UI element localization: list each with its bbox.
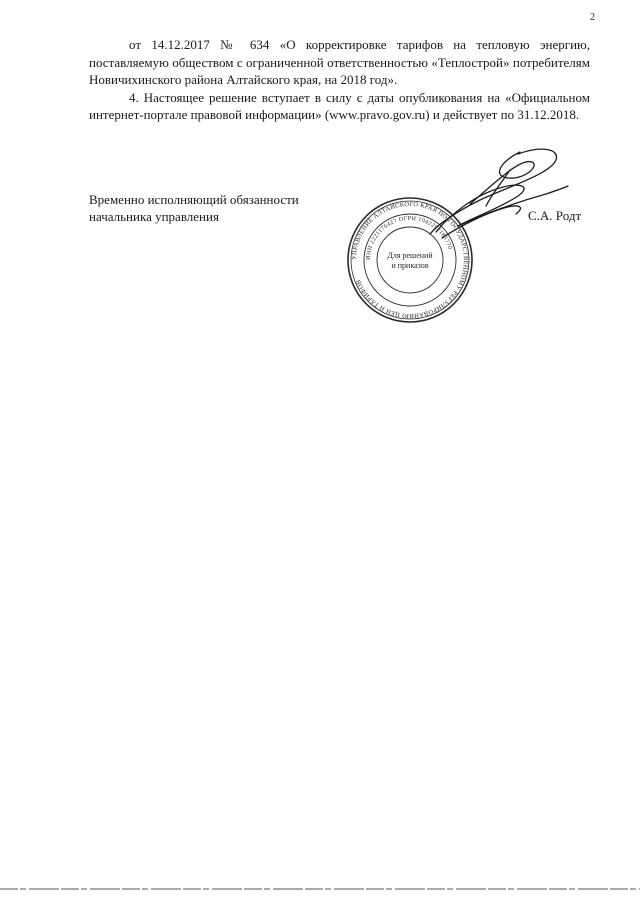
stamp-center-line-2: и приказов xyxy=(391,261,429,270)
handwritten-signature xyxy=(400,142,570,252)
stamp-inner-text: ИНН 2221176427 ОГРН 1042202183770 xyxy=(365,215,453,261)
document-body xyxy=(89,36,590,124)
signer-name: С.А. Родт xyxy=(528,208,582,223)
paragraph-continuation: от 14.12.2017 № 634 «О корректировке тарифов на тепловую энергию, поставляемую обществом с ограниченной ответственностью «Теплострой» потребителям Новичихинского района Алтайского края, на 2018 год». xyxy=(89,37,590,87)
scan-bottom-edge xyxy=(0,888,640,890)
stamp-outer-text: УПРАВЛЕНИЕ АЛТАЙСКОГО КРАЯ ПО ГОСУДАРСТВЕННОМУ РЕГУЛИРОВАНИЮ ЦЕН И ТАРИФОВ xyxy=(350,200,470,320)
signatory-position-line-2: начальника управления xyxy=(89,209,219,224)
page-number: 2 xyxy=(590,12,595,23)
signatory-position-line-1: Временно исполняющий обязанности xyxy=(89,192,299,207)
paragraph-4: 4. Настоящее решение вступает в силу с даты опубликования на «Официальном интернет-портале правовой информации» (www.pravo.gov.ru) и действует по 31.12.2018. xyxy=(89,89,590,122)
stamp-center-line-1: Для решений xyxy=(387,251,433,260)
signatory-position xyxy=(89,191,299,225)
